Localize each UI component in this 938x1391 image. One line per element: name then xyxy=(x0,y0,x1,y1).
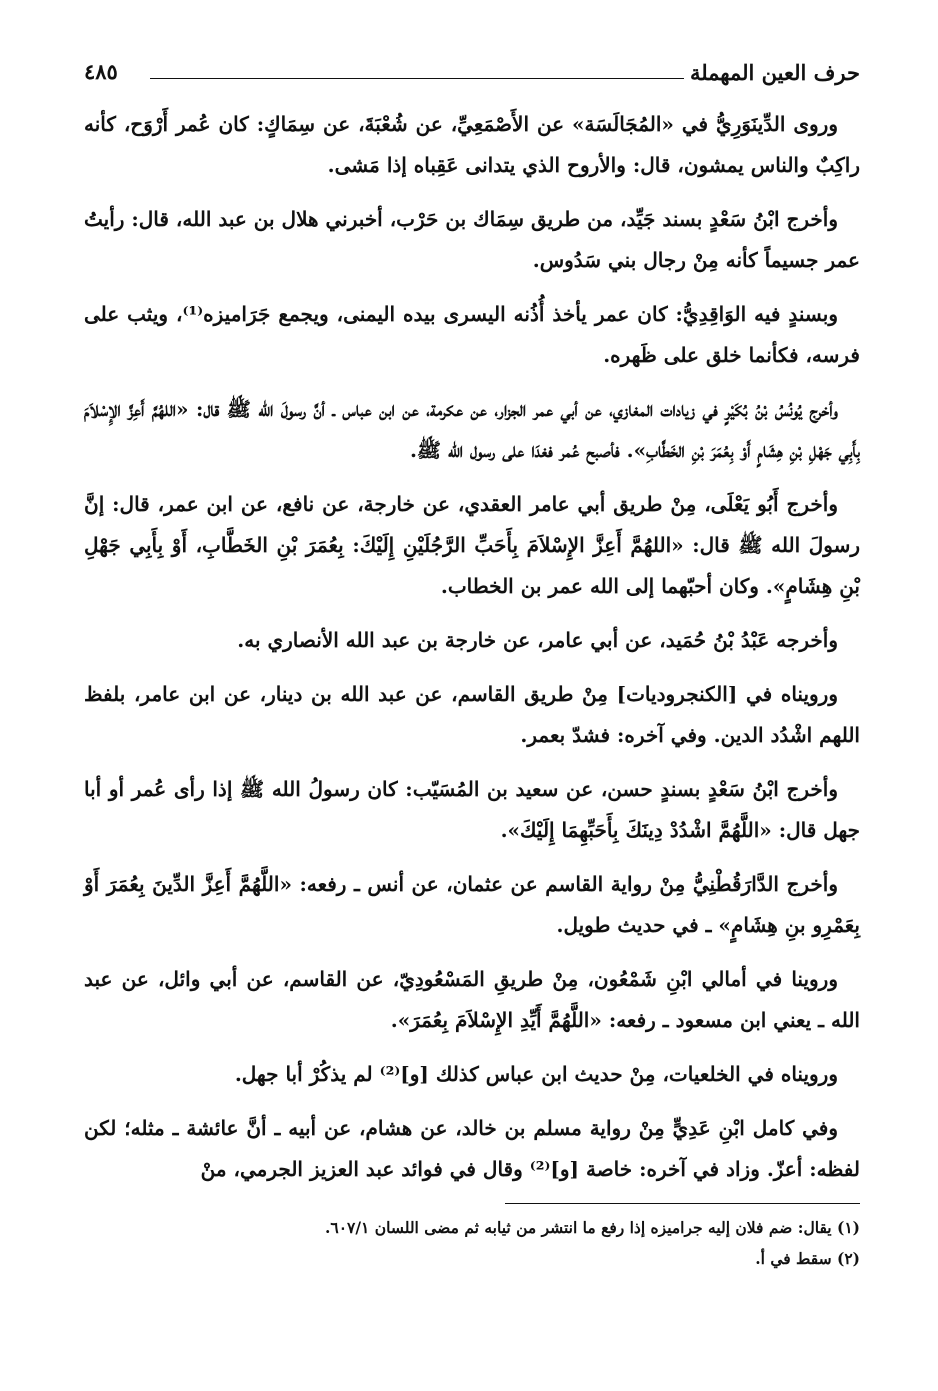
footnote: (١) يقال: ضم فلان إليه جراميزه إذا رفع ما انتشر من ثيابه ثم مضى اللسان ٦٠٧/١. xyxy=(325,1218,860,1237)
body-text xyxy=(84,104,860,1190)
paragraph: ورويناه في الخلعيات، مِنْ حديث ابن عباس كذلك [و]⁽²⁾ لم يذكُرْ أبا جهل. xyxy=(234,1062,838,1086)
page-number: ٤٨٥ xyxy=(84,59,118,84)
paragraph: وأخرج أَبُو يَعْلَى، مِنْ طريق أبي عامر العقدي، عن خارجة، عن نافع، عن ابن عمر، قال: إنَّ رسولَ الله ﷺ قال: «اللهُمَّ أَعِزَّ الإِسْلاَمَ بِأَحَبِّ الرَّجُلَيْنِ إِلَيْكَ: بِعُمَرَ بْنِ الخَطَّابِ، أَوْ بِأَبِي جَهْلِ بْنِ هِشَامٍ». وكان أحبّهما إلى الله عمر بن الخطاب. xyxy=(84,492,860,598)
paragraph: وأخرج ابْنُ سَعْدٍ بسند جَيِّد، من طريق سِمَاك بن حَرْب، أخبرني هلال بن عبد الله، قال: رأيتُ عمر جسيماً كأنه مِنْ رجال بني سَدُوس. xyxy=(84,207,860,272)
running-header xyxy=(84,60,860,94)
paragraph: وأخرجه عَبْدُ بْنُ حُمَيد، عن أبي عامر، عن خارجة بن عبد الله الأنصاري به. xyxy=(237,628,838,652)
paragraph: وبسندٍ فيه الوَاقِدِيُّ: كان عمر يأخذ أُذُنه اليسرى بيده اليمنى، ويجمع جَرَاميزه⁽¹⁾، ويثب على فرسه، فكأنما خلق على ظَهره. xyxy=(84,302,860,367)
paragraph: ورويناه في [الكنجروديات] مِنْ طريق القاسم، عن عبد الله بن دينار، عن ابن عامر، بلفظ اللهم اشْدُد الدين. وفي آخره: فشدّ بعمر. xyxy=(84,682,860,747)
paragraph: وفي كامل ابْنِ عَدِيٍّ مِنْ رواية مسلم بن خالد، عن هشام، عن أبيه ـ أنَّ عائشة ـ مثله؛ لكن لفظه: أعزّ. وزاد في آخره: خاصة [و]⁽²⁾ وقال في فوائد عبد العزيز الجرمي، منْ xyxy=(84,1116,860,1181)
paragraph: وأخرج ابْنُ سَعْدٍ بسندٍ حسن، عن سعيد بن المُسَيّب: كان رسولُ الله ﷺ إذا رأى عُمر أو أبا جهل قال: «اللَّهُمَّ اشْدُدْ دِينَكَ بِأَحَبِّهِمَا إِلَيْكَ». xyxy=(84,777,860,842)
header-rule xyxy=(150,78,684,79)
paragraph: وأخرج يُونُسُ بْنُ بُكَيْرٍ في زيادات المغازي، عن أبي عمر الجزار، عن عكرمة، عن ابن عباس ـ أنَّ رسولَ الله ﷺ قال: «اللهُمَّ أَعِزَّ الإِسْلاَمَ بِأَبِي جَهْلِ بْنِ هِشَامٍ أَوْ بِعُمَرَ بْنِ الخَطَّابِ». فأصبح عُمر فغدَا على رسول الله ﷺ. xyxy=(84,397,860,462)
paragraph: وروى الدِّينَوَرِيُّ في «المُجَالَسَة» عن الأَصْمَعِيِّ، عن شُعْبَةَ، عن سِمَاكٍ: كان عُمر أَرْوَح، كأنه راكِبٌ والناس يمشون، قال: والأروح الذي يتدانى عَقِباه إذا مَشى. xyxy=(84,112,860,177)
footnote-separator xyxy=(505,1203,860,1204)
paragraph: وأخرج الدَّارَقُطْنِيُّ مِنْ رواية القاسم عن عثمان، عن أنس ـ رفعه: «اللَّهُمَّ أَعِزَّ الدِّينَ بِعُمَرَ أَوْ بِعَمْرِو بنِ هِشَامٍ» ـ في حديث طويل. xyxy=(84,872,860,937)
paragraph: وروينا في أمالي ابْنِ شَمْعُون، مِنْ طريقِ المَسْعُودِيّ، عن القاسم، عن أبي وائل، عن عبد الله ـ يعني ابن مسعود ـ رفعه: «اللَّهُمَّ أَيِّدِ الإِسْلاَمَ بِعُمَرَ». xyxy=(84,967,860,1032)
chapter-title: حرف العين المهملة xyxy=(689,60,860,85)
footnote: (٢) سقط في أ. xyxy=(755,1249,860,1268)
book-page xyxy=(84,60,860,1274)
footnotes xyxy=(84,1212,860,1274)
